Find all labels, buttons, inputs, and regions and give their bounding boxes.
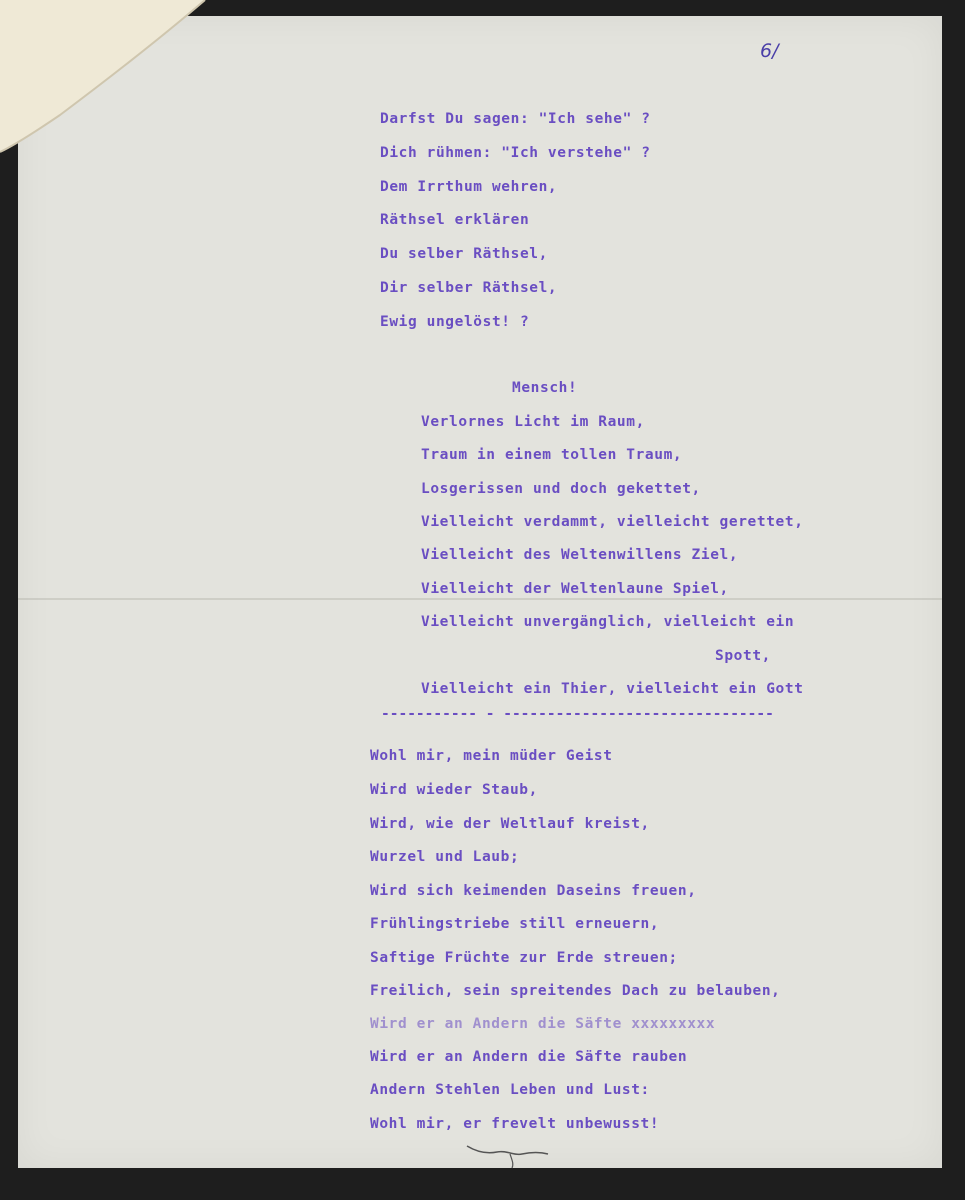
poem-line: Räthsel erklären <box>380 212 530 228</box>
separator-line: ----------- - ------------------------------- <box>381 706 774 722</box>
poem-line: Dem Irrthum wehren, <box>380 179 558 195</box>
poem-line-continuation: Spott, <box>715 648 771 664</box>
poem-line: Wird sich keimenden Daseins freuen, <box>370 883 697 899</box>
poem-line: Vielleicht unvergänglich, vielleicht ein <box>421 614 795 630</box>
paper-fold-line <box>18 598 942 600</box>
poem-line: Vielleicht verdammt, vielleicht gerettet, <box>421 514 804 530</box>
poem-line: Wird er an Andern die Säfte rauben <box>370 1049 688 1065</box>
poem-line: Wohl mir, mein müder Geist <box>370 748 613 764</box>
poem-line: Wurzel und Laub; <box>370 849 520 865</box>
poem-line: Traum in einem tollen Traum, <box>421 447 683 463</box>
poem-line: Wird wieder Staub, <box>370 782 538 798</box>
poem-line: Frühlingstriebe still erneuern, <box>370 916 660 932</box>
poem-line: Darfst Du sagen: "Ich sehe" ? <box>380 111 651 127</box>
stanza-heading: Mensch! <box>512 380 578 396</box>
curled-paper-corner <box>0 0 210 160</box>
poem-line: Ewig ungelöst! ? <box>380 314 530 330</box>
poem-line: Dich rühmen: "Ich verstehe" ? <box>380 145 651 161</box>
poem-line: Vielleicht der Weltenlaune Spiel, <box>421 581 729 597</box>
poem-line: Losgerissen und doch gekettet, <box>421 481 701 497</box>
poem-line: Du selber Räthsel, <box>380 246 548 262</box>
poem-line: Dir selber Räthsel, <box>380 280 558 296</box>
poem-line: Wohl mir, er frevelt unbewusst! <box>370 1116 660 1132</box>
poem-line: Vielleicht des Weltenwillens Ziel, <box>421 547 739 563</box>
poem-line: Andern Stehlen Leben und Lust: <box>370 1082 650 1098</box>
struck-out-line: Wird er an Andern die Säfte xxxxxxxxx <box>370 1016 716 1032</box>
poem-line: Saftige Früchte zur Erde streuen; <box>370 950 678 966</box>
page-number: 6/ <box>760 40 779 62</box>
handwritten-correction-mark <box>462 1138 552 1172</box>
poem-line: Vielleicht ein Thier, vielleicht ein Gott <box>421 681 804 697</box>
poem-line: Verlornes Licht im Raum, <box>421 414 645 430</box>
poem-line: Wird, wie der Weltlauf kreist, <box>370 816 650 832</box>
poem-line: Freilich, sein spreitendes Dach zu belauben, <box>370 983 781 999</box>
